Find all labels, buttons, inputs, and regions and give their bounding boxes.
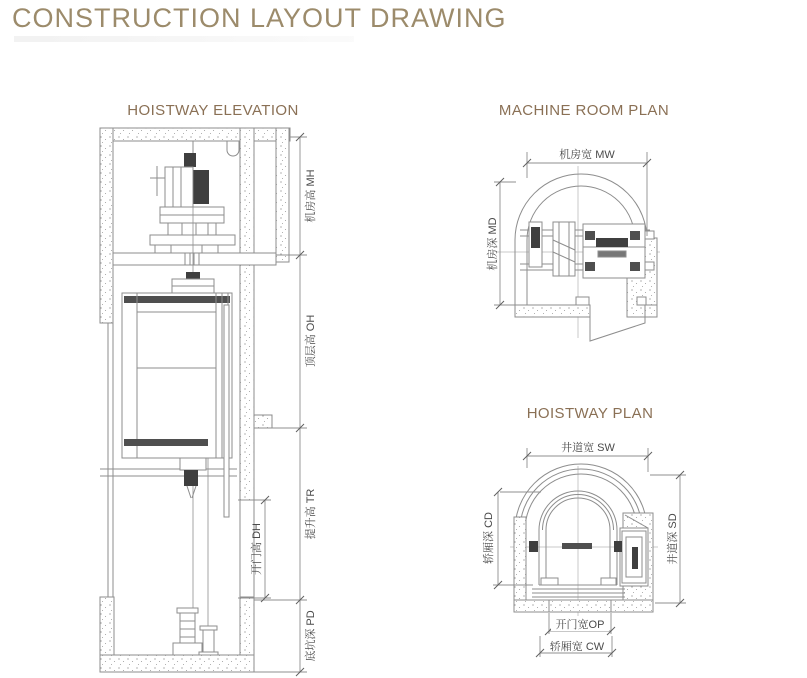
hoistway-plan-drawing <box>480 438 725 670</box>
elevator-car <box>122 272 232 517</box>
heading-hoistway-elevation: HOISTWAY ELEVATION <box>127 102 299 119</box>
dim-label-cw: 轿厢宽 CW <box>549 641 605 653</box>
hoistway-elevation-drawing <box>92 123 324 678</box>
counterweight <box>620 528 648 586</box>
dim-label-tr: 提升高 TR <box>305 488 317 540</box>
dim-label-mw: 机房宽 MW <box>559 149 615 161</box>
traction-machine <box>150 141 239 253</box>
dim-label-sd: 井道深 SD <box>667 513 679 565</box>
dim-label-sw: 井道宽 SW <box>561 442 615 454</box>
heading-machine-room-plan: MACHINE ROOM PLAN <box>498 102 670 119</box>
dim-label-md: 机房深 MD <box>487 217 499 271</box>
machine-room-plan-drawing <box>485 140 670 350</box>
machine-room-equipment <box>520 222 654 278</box>
dim-label-dh: 开门高 DH <box>251 523 263 575</box>
dim-label-op: 开门宽OP <box>555 619 605 631</box>
page-title: CONSTRUCTION LAYOUT DRAWING <box>12 3 507 33</box>
heading-hoistway-plan: HOISTWAY PLAN <box>526 405 654 422</box>
dim-label-pd: 底坑深 PD <box>305 610 317 662</box>
machine-room-floor-slab <box>113 253 276 265</box>
faint-subtitle-artifact <box>14 36 354 42</box>
pit-buffers <box>173 608 218 655</box>
dim-label-oh: 顶层高 OH <box>305 314 317 368</box>
dim-label-mh: 机房高 MH <box>305 169 317 223</box>
hoistway-plan-car <box>529 491 625 597</box>
dim-label-cd: 轿厢深 CD <box>483 512 495 564</box>
